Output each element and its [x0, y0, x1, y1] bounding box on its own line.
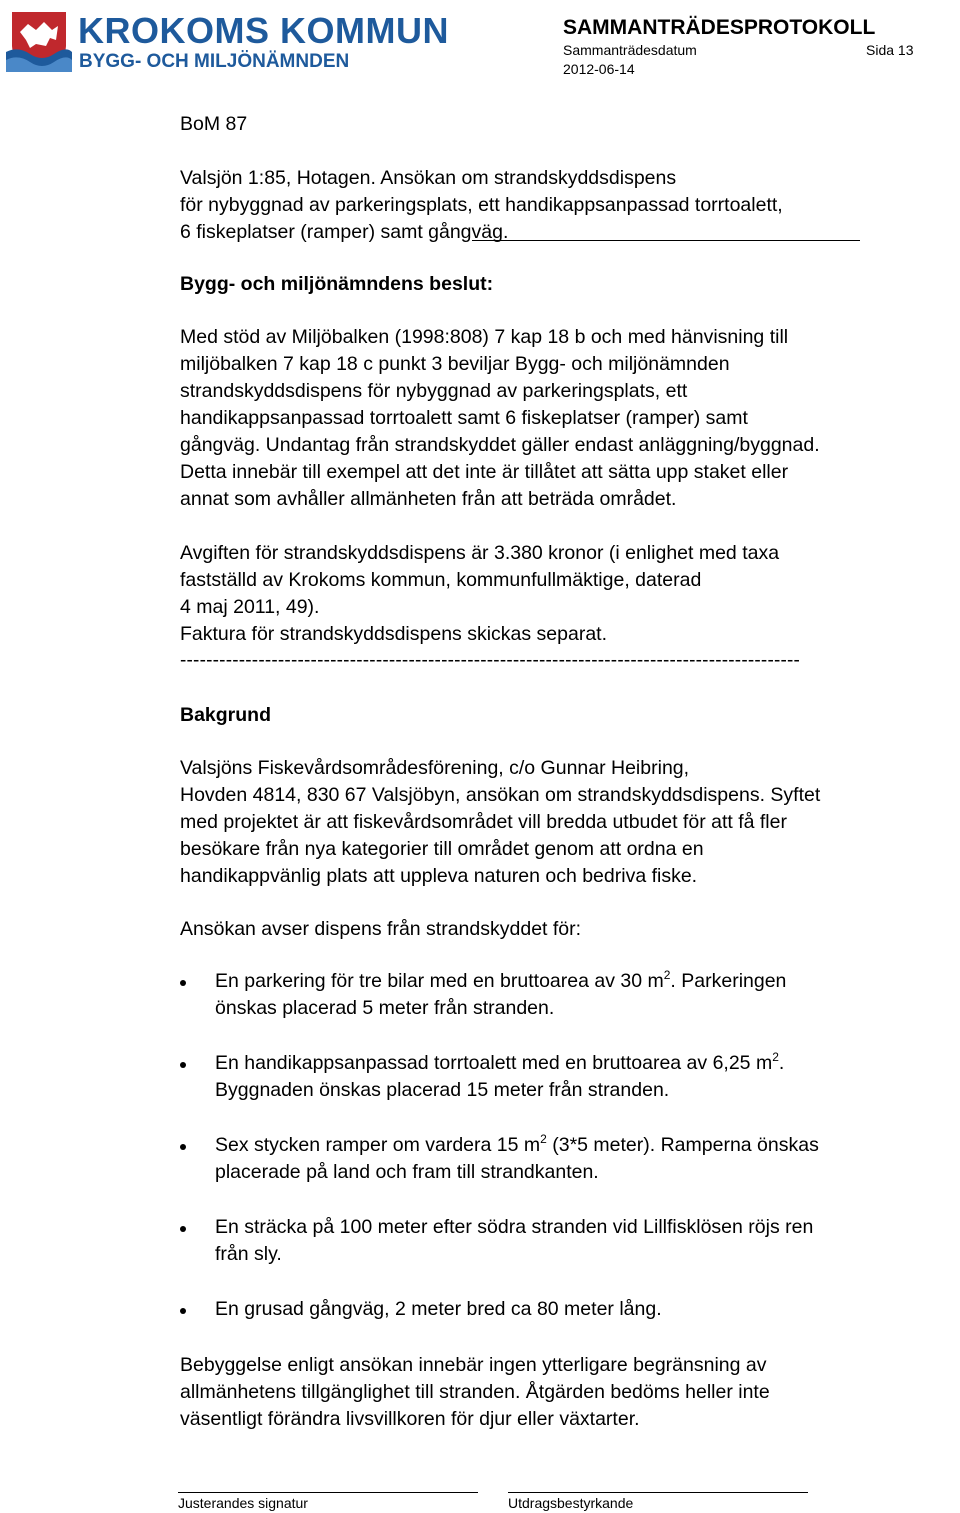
subject-line: 6 fiskeplatser (ramper) samt gångväg. — [180, 221, 509, 243]
application-list — [180, 968, 940, 1351]
conclusion-line: väsentligt förändra livsvillkoren för djur eller växtarter. — [180, 1408, 640, 1430]
background-line: besökare från nya kategorier till området genom att ordna en — [180, 838, 704, 860]
background-line: Valsjöns Fiskevårdsområdesförening, c/o Gunnar Heibring, — [180, 757, 690, 779]
fee-text — [180, 540, 940, 648]
decision-line: Med stöd av Miljöbalken (1998:808) 7 kap 18 b och med hänvisning till — [180, 326, 789, 348]
subject-underline — [472, 240, 860, 241]
kommun-logo — [6, 10, 476, 72]
decision-line: miljöbalken 7 kap 18 c punkt 3 beviljar Bygg- och miljönämnden — [180, 353, 730, 375]
extract-label: Utdragsbestyrkande — [508, 1492, 808, 1511]
bullet-icon — [180, 1144, 186, 1150]
list-item: Sex stycken ramper om vardera 15 $m^2$ (3*5 meter). Ramperna önskas placerade på land och fram till strandkanten. — [180, 1132, 940, 1186]
section-number: BoM 87 — [180, 113, 248, 135]
separator-line: ----------------------------------------------------------------------------------------------- — [180, 650, 801, 671]
decision-heading: Bygg- och miljönämndens beslut: — [180, 273, 494, 295]
subject-block — [180, 165, 940, 246]
bullet-icon — [180, 1226, 186, 1232]
protocol-title: SAMMANTRÄDESPROTOKOLL — [563, 16, 876, 39]
decision-line: gångväg. Undantag från strandskyddet gäller endast anläggning/byggnad. — [180, 434, 820, 456]
list-item: En grusad gångväg, 2 meter bred ca 80 meter lång. — [180, 1296, 940, 1323]
fee-line: fastställd av Krokoms kommun, kommunfullmäktige, daterad — [180, 569, 702, 591]
subject-line: för nybyggnad av parkeringsplats, ett handikappsanpassad torrtoalett, — [180, 194, 783, 216]
conclusion-text — [180, 1352, 940, 1433]
decision-line: Detta innebär till exempel att det inte är tillåtet att sätta upp staket eller — [180, 461, 789, 483]
list-item: En sträcka på 100 meter efter södra stranden vid Lillfisklösen röjs ren från sly. — [180, 1214, 940, 1268]
meeting-date: 2012-06-14 — [563, 61, 635, 77]
conclusion-line: allmänhetens tillgänglighet till stranden. Åtgärden bedöms heller inte — [180, 1381, 770, 1403]
background-text — [180, 755, 940, 890]
application-intro: Ansökan avser dispens från strandskyddet för: — [180, 918, 582, 940]
kommun-crest-icon — [6, 10, 72, 72]
list-item: En handikappsanpassad torrtoalett med en bruttoarea av 6,25 $m^2$. Byggnaden önskas placerad 15 meter från stranden. — [180, 1050, 940, 1104]
background-line: Hovden 4814, 830 67 Valsjöbyn, ansökan om strandskyddsdispens. Syftet — [180, 784, 821, 806]
bullet-icon — [180, 1308, 186, 1314]
meeting-date-label: Sammanträdesdatum — [563, 42, 697, 58]
fee-line: Avgiften för strandskyddsdispens är 3.380 kronor (i enlighet med taxa — [180, 542, 780, 564]
decision-line: annat som avhåller allmänheten från att beträda området. — [180, 488, 677, 510]
background-line: med projektet är att fiskevårdsområdet vill bredda utbudet för att få fler — [180, 811, 787, 833]
fee-line: 4 maj 2011, 49). — [180, 596, 320, 618]
signature-label: Justerandes signatur — [178, 1492, 478, 1511]
background-line: handikappvänlig plats att uppleva naturen och bedriva fiske. — [180, 865, 698, 887]
logo-title: KROKOMS KOMMUN — [78, 10, 449, 51]
list-item: En parkering för tre bilar med en bruttoarea av 30 $m^2$. Parkeringen önskas placerad 5 meter från stranden. — [180, 968, 940, 1022]
decision-text — [180, 324, 940, 513]
conclusion-line: Bebyggelse enligt ansökan innebär ingen ytterligare begränsning av — [180, 1354, 767, 1376]
decision-line: strandskyddsdispens för nybyggnad av parkeringsplats, ett — [180, 380, 688, 402]
subject-line: Valsjön 1:85, Hotagen. Ansökan om strandskyddsdispens — [180, 167, 677, 189]
bullet-icon — [180, 980, 186, 986]
background-heading: Bakgrund — [180, 704, 272, 726]
bullet-icon — [180, 1062, 186, 1068]
fee-line: Faktura för strandskyddsdispens skickas separat. — [180, 623, 608, 645]
page-number: Sida 13 — [866, 42, 914, 58]
decision-line: handikappsanpassad torrtoalett samt 6 fiskeplatser (ramper) samt — [180, 407, 748, 429]
logo-subtitle: BYGG- OCH MILJÖNÄMNDEN — [79, 51, 350, 72]
